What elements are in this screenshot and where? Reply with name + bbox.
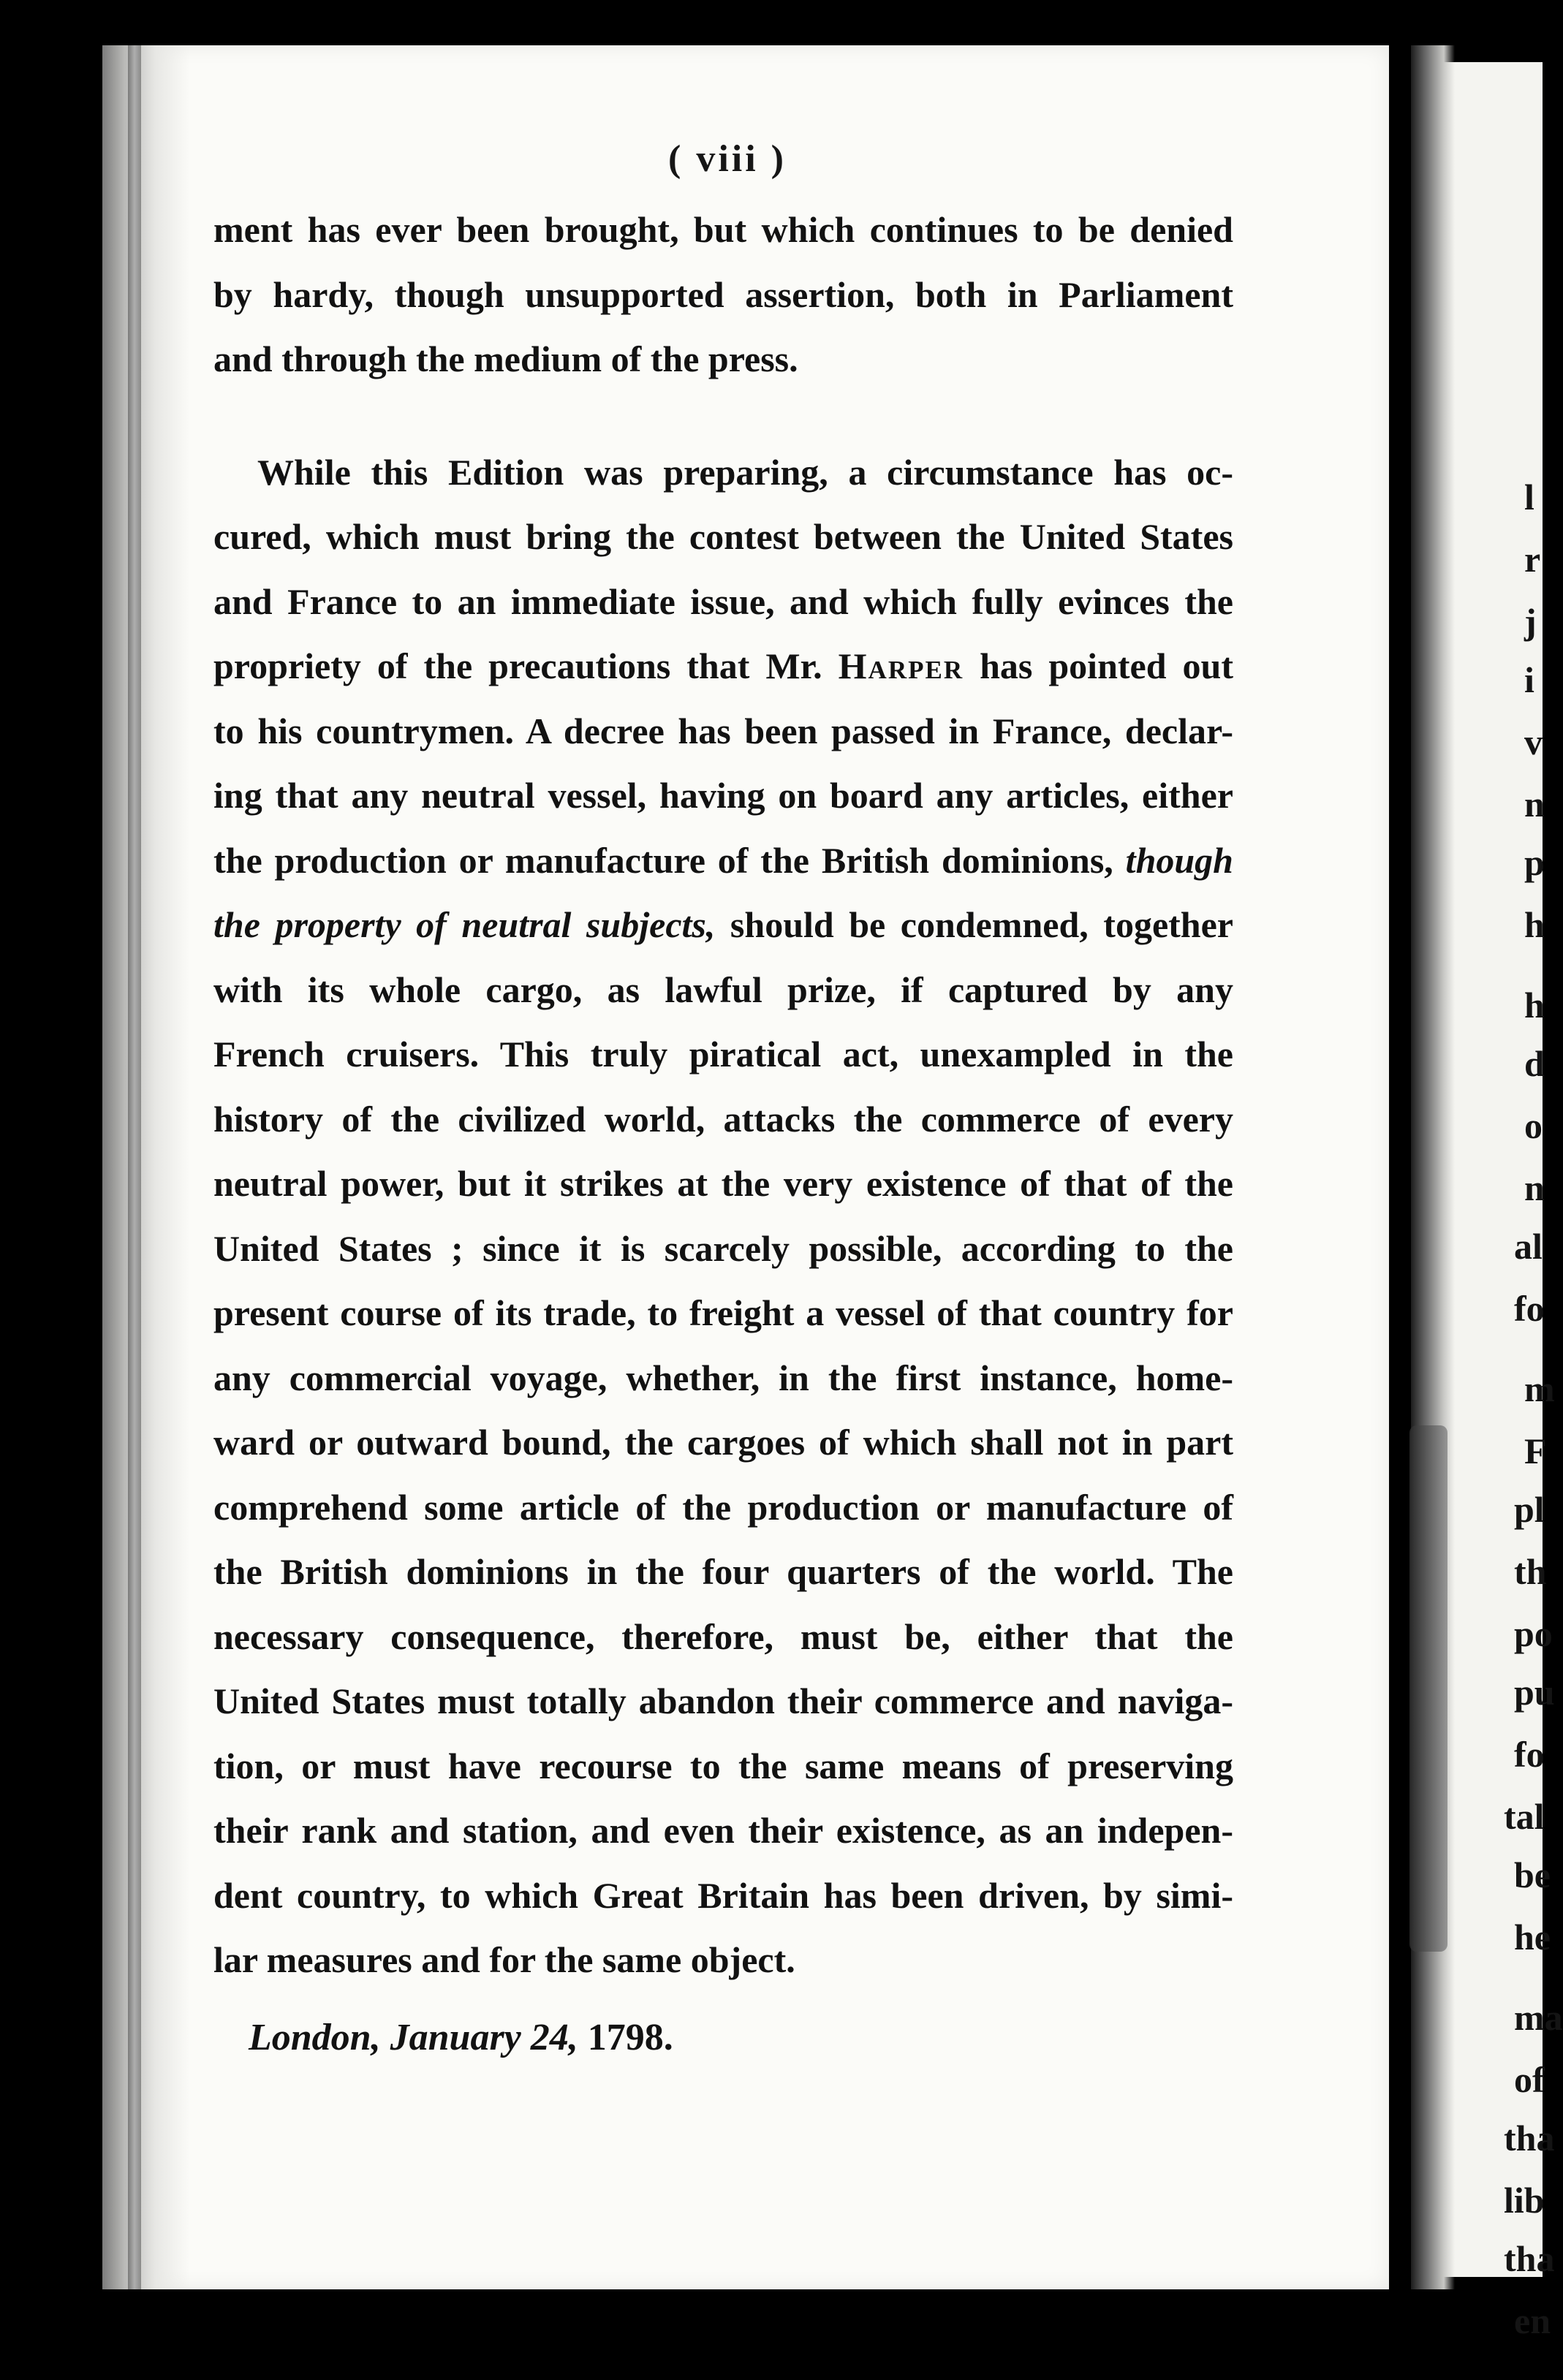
text-line: any commercial voyage, whether, in the first instance, home- bbox=[213, 1357, 1233, 1398]
facing-page-fragment: he bbox=[1514, 1917, 1551, 1958]
text-line: ward or outward bound, the cargoes of which shall not in part bbox=[213, 1422, 1233, 1463]
text-line: neutral power, but it strikes at the very existence of that of the bbox=[213, 1163, 1233, 1204]
text-line bbox=[213, 634, 1233, 699]
text-line: and France to an immediate issue, and which fully evinces the bbox=[213, 580, 1233, 622]
facing-page-fragment: p bbox=[1524, 842, 1545, 883]
text-line: ing that any neutral vessel, having on board any articles, either bbox=[213, 775, 1233, 816]
facing-page-fragment: l bbox=[1524, 477, 1534, 518]
facing-page-fragment: fo bbox=[1514, 1288, 1545, 1329]
text-segment: has pointed out bbox=[964, 645, 1233, 686]
facing-page-fragment: fo bbox=[1514, 1734, 1545, 1775]
text-line: history of the civilized world, attacks the commerce of every bbox=[213, 1098, 1233, 1140]
facing-page-fragment: pl bbox=[1514, 1489, 1545, 1530]
text-line: the British dominions in the four quarters of the world. The bbox=[213, 1551, 1233, 1592]
text-line: ment has ever been brought, but which continues to be denied bbox=[213, 209, 1233, 250]
emphasis-text: though bbox=[1125, 839, 1233, 881]
text-line bbox=[213, 892, 1233, 958]
text-line: comprehend some article of the production or manufacture of bbox=[213, 1486, 1233, 1528]
facing-page-fragment: d bbox=[1524, 1043, 1545, 1084]
facing-page-fragment: n bbox=[1524, 1167, 1545, 1208]
emphasis-text: the property of neutral subjects, bbox=[213, 904, 716, 945]
signature-dateline bbox=[249, 2016, 673, 2059]
text-line: While this Edition was preparing, a circumstance has oc- bbox=[257, 451, 1233, 493]
text-line: their rank and station, and even their existence, as an indepen- bbox=[213, 1810, 1233, 1851]
text-line: by hardy, though unsupported assertion, both in Parliament bbox=[213, 273, 1233, 315]
facing-page-fragment: en bbox=[1514, 2300, 1551, 2341]
facing-page-fragment: v bbox=[1524, 721, 1543, 762]
text-line: necessary consequence, therefore, must be, either that the bbox=[213, 1615, 1233, 1657]
facing-page-fragment: tha bbox=[1504, 2238, 1555, 2279]
facing-page-fragment: th bbox=[1514, 1551, 1547, 1592]
page-number: ( viii ) bbox=[668, 138, 787, 180]
page-stain bbox=[1409, 1425, 1447, 1952]
page-gutter bbox=[102, 45, 190, 2289]
facing-page-fragment: j bbox=[1524, 601, 1537, 642]
text-line: dent country, to which Great Britain has been driven, by simi- bbox=[213, 1874, 1233, 1916]
year: 1798. bbox=[587, 2017, 673, 2058]
facing-page-fragment: be bbox=[1514, 1854, 1551, 1895]
page-fold-shadow bbox=[1411, 45, 1455, 2289]
text-line: present course of its trade, to freight a vessel of that country for bbox=[213, 1292, 1233, 1333]
text-line bbox=[213, 828, 1233, 893]
text-line: and through the medium of the press. bbox=[213, 338, 798, 379]
facing-page-fragment: o bbox=[1524, 1105, 1543, 1146]
text-line: to his countrymen. A decree has been passed in France, declar- bbox=[213, 710, 1233, 751]
facing-page-fragment: m bbox=[1524, 1368, 1555, 1409]
text-line: tion, or must have recourse to the same means of preserving bbox=[213, 1745, 1233, 1786]
text-line: cured, which must bring the contest between the United States bbox=[213, 516, 1233, 557]
body-text bbox=[213, 197, 1233, 1993]
facing-page-fragment: al bbox=[1514, 1226, 1543, 1267]
text-segment: should be condemned, together bbox=[715, 904, 1233, 945]
facing-page-fragment: tha bbox=[1504, 2118, 1555, 2159]
facing-page-fragment: h bbox=[1524, 904, 1545, 945]
facing-page-fragment: i bbox=[1524, 659, 1534, 700]
facing-page-fragment: lib bbox=[1504, 2180, 1545, 2221]
facing-page-fragment: h bbox=[1524, 985, 1545, 1026]
facing-page-fragment: po bbox=[1514, 1613, 1553, 1654]
text-line: United States ; since it is scarcely possible, according to the bbox=[213, 1227, 1233, 1269]
text-line: lar measures and for the same object. bbox=[213, 1939, 795, 1980]
place-date: London, January 24, bbox=[249, 2017, 588, 2058]
author-name: Harper bbox=[838, 645, 964, 686]
text-line: United States must totally abandon their commerce and naviga- bbox=[213, 1680, 1233, 1721]
facing-page-fragment: r bbox=[1524, 539, 1541, 580]
paragraph-1 bbox=[213, 197, 1233, 392]
text-segment: the production or manufacture of the British dominions, bbox=[213, 839, 1126, 881]
facing-page-fragment: F bbox=[1524, 1430, 1547, 1471]
facing-page-fragment: of bbox=[1514, 2059, 1545, 2100]
text-line: French cruisers. This truly piratical act, unexampled in the bbox=[213, 1034, 1233, 1075]
paragraph-2 bbox=[213, 440, 1233, 1993]
facing-page-fragment: tal bbox=[1504, 1796, 1545, 1837]
text-segment: propriety of the precautions that Mr. bbox=[213, 645, 839, 686]
text-line: with its whole cargo, as lawful prize, if captured by any bbox=[213, 969, 1233, 1010]
facing-page-fragment: n bbox=[1524, 784, 1545, 825]
binding-edge bbox=[128, 45, 141, 2289]
facing-page-fragment: ma bbox=[1514, 1997, 1563, 2038]
facing-page-fragment: pu bbox=[1514, 1672, 1555, 1713]
